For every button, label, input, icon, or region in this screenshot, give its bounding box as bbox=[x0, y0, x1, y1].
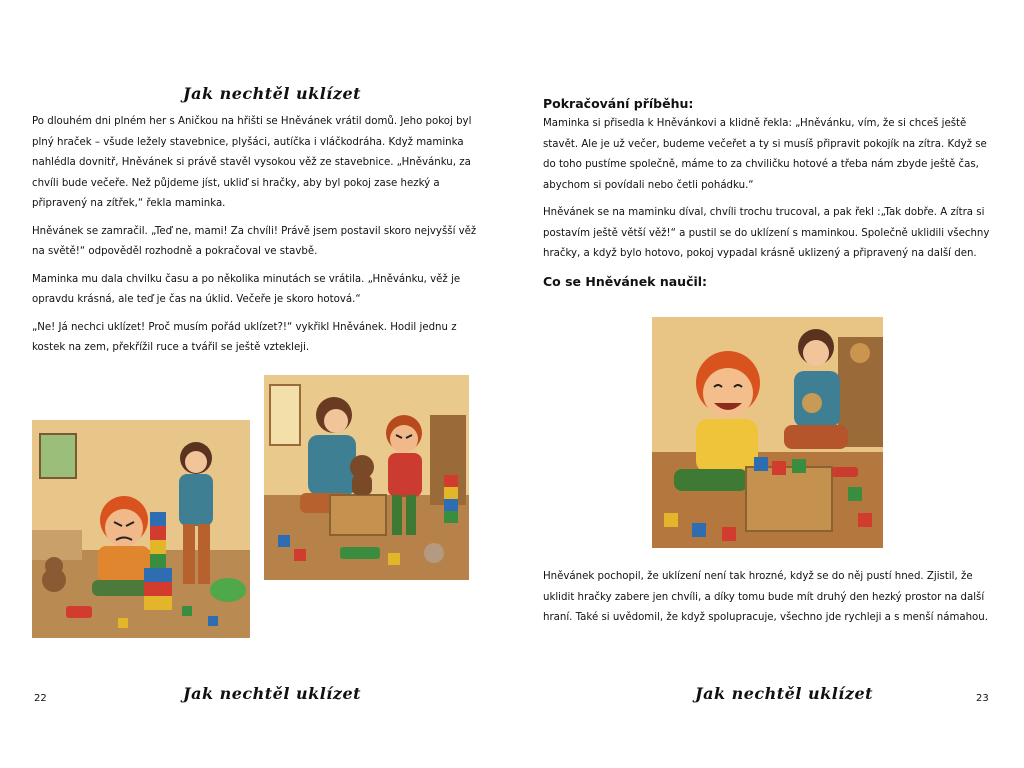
paragraph: Hněvánek se na maminku díval, chvíli trochu trucoval, a pak řekl :„Tak dobře. A zítra si postavím ještě větší věž!“ a pustil se do uklízení s maminkou. Společně uklidili všechny hračky, a když bylo hotovo, pokoj vypadal krásně uklizený a připravený na další den. bbox=[543, 207, 990, 259]
lesson-text bbox=[543, 567, 998, 636]
page-title: Jak nechtěl uklízet bbox=[183, 84, 362, 103]
story-text bbox=[32, 112, 477, 366]
paragraph: Hněvánek se zamračil. „Teď ne, mami! Za chvíli! Právě jsem postavil skoro nejvyšší věž na světě!“ odpověděl rozhodně a pokračoval ve stavbě. bbox=[32, 225, 477, 257]
section-heading-continuation: Pokračování příběhu: bbox=[543, 96, 694, 111]
illustration-angry-boy bbox=[32, 420, 250, 638]
paragraph: Maminka si přisedla k Hněvánkovi a klidně řekla: „Hněvánku, vím, že si chceš ještě stavět. Ale je už večer, budeme večeřet a ty si musíš připravit pokojík na zítra. Když se do toho pustíme společně, máme to za chviličku hotové a třeba nám zbyde ještě čas, abychom si povídali nebo četli pohádku.“ bbox=[543, 118, 987, 191]
page-number: 22 bbox=[34, 693, 47, 704]
page-number: 23 bbox=[976, 693, 989, 704]
paragraph: „Ne! Já nechci uklízet! Proč musím pořád uklízet?!“ vykřikl Hněvánek. Hodil jednu z kostek na zem, překřížil ruce a tvářil se ještě vztekleji. bbox=[32, 321, 457, 353]
footer-title: Jak nechtěl uklízet bbox=[183, 684, 362, 703]
section-heading-lesson: Co se Hněvánek naučil: bbox=[543, 274, 708, 289]
paragraph: Maminka mu dala chvilku času a po několika minutách se vrátila. „Hněvánku, věž je opravdu krásná, ale teď je čas na úklid. Večeře je skoro hotová.“ bbox=[32, 273, 461, 305]
story-text bbox=[543, 114, 998, 272]
illustration-happy-boy-tidying bbox=[652, 317, 883, 548]
footer-title: Jak nechtěl uklízet bbox=[695, 684, 874, 703]
paragraph: Po dlouhém dni plném her s Aničkou na hřišti se Hněvánek vrátil domů. Jeho pokoj byl plný hraček – všude ležely stavebnice, plyšáci, autíčka i vláčkodráha. Když maminka nahlédla dovnitř, Hněvánek si právě stavěl vysokou věž ze stavebnice. „Hněvánku, za chvíli bude večeře. Než půjdeme jíst, ukliď si hračky, aby byl pokoj zase hezký a připravený na zítřek,“ řekla maminka. bbox=[32, 116, 472, 209]
right-page bbox=[512, 0, 1024, 768]
illustration-mom-with-box bbox=[264, 375, 469, 580]
paragraph: Hněvánek pochopil, že uklízení není tak hrozné, když se do něj pustí hned. Zjistil, že uklidit hračky zabere jen chvíli, a díky tomu bude mít druhý den hezký prostor na další hraní. Také si uvědomil, že když spolupracuje, všechno jde rychleji a s menší námahou. bbox=[543, 571, 988, 623]
